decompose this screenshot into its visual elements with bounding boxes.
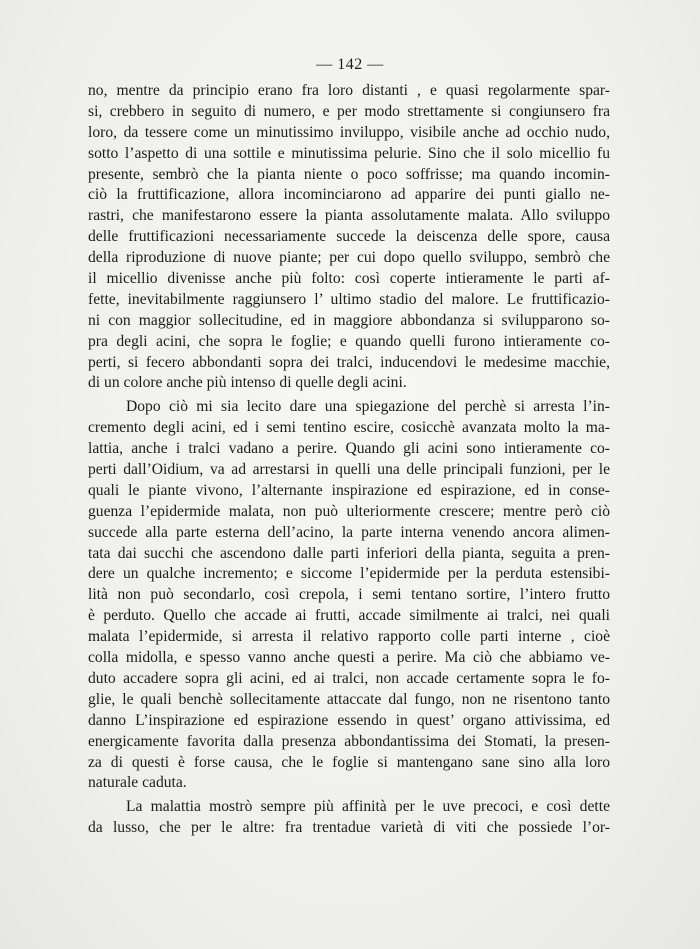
text-line: glie, le quali benchè sollecitamente attaccate dal fungo, non ne risentono tanto [88,690,610,708]
text-line: no, mentre da principio erano fra loro distanti , e quasi regolarmente spar- [88,82,610,99]
text-line: quali le piante vivono, l’alternante inspirazione ed espirazione, ed in conse- [88,481,610,499]
text-line: della riproduzione di nuove piante; per cui dopo quello sviluppo, sembrò che [88,249,610,267]
text-line: danno L’inspirazione ed espirazione essendo in quest’ organo attivissima, ed [88,711,610,729]
text-line: ciò la fruttificazione, allora incominciarono ad apparire dei punti giallo ne- [88,186,610,204]
text-line: lità non può secondarlo, così crepola, i semi tentano sortire, l’intero frutto [88,586,610,604]
text-line: lattia, anche i tralci vadano a perire. Quando gli acini sono intieramente co- [88,440,610,458]
page-number: — 142 — [316,56,384,73]
text-line: perti dall’Oidium, va ad arrestarsi in quelli una delle principali funzioni, per le [88,461,610,479]
text-line: è perduto. Quello che accade ai frutti, accade similmente ai tralci, nei quali [88,607,610,625]
text-line: dere un qualche incremento; e siccome l’epidermide per la perduta estensibi- [88,565,610,583]
text-line: Dopo ciò mi sia lecito dare una spiegazione del perchè si arresta l’in- [126,398,610,416]
text-line: sotto l’aspetto di una sottile e minutissima pelurie. Sino che il solo micellio fu [88,144,610,162]
text-line: fette, inevitabilmente raggiunsero l’ ultimo stadio del malore. Le fruttificazio- [88,290,610,308]
text-line: loro, da tessere come un minutissimo inviluppo, visibile anche ad occhio nudo, [88,123,610,141]
text-line: di un colore anche più intenso di quelle degli acini. [88,374,407,392]
text-line: La malattia mostrò sempre più affinità per le uve precoci, e così dette [126,798,610,816]
paragraph [88,81,610,394]
text-line: rastri, che manifestarono essere la pianta assolutamente malata. Allo sviluppo [88,207,610,225]
text-line: colla midolla, e spesso vanno anche questi a perire. Ma ciò che abbiamo ve- [88,649,610,667]
text-line: da lusso, che per le altre: fra trentadue varietà di viti che possiede l’or- [88,819,610,837]
text-line: delle fruttificazioni necessariamente succede la deiscenza delle spore, causa [88,228,610,246]
text-line: guenza l’epidermide malata, non può ulteriormente crescere; mentre però ciò [88,502,610,520]
paragraph [88,797,610,839]
text-line: cremento degli acini, ed i semi tentino escire, cosicchè avanzata molto la ma- [88,419,610,437]
text-line: naturale caduta. [88,774,187,792]
text-line: energicamente favorita dalla presenza abbondantissima dei Stomati, la presen- [88,732,610,750]
body-text [88,81,610,839]
paragraph [88,397,610,794]
text-line: succede alla parte esterna dell’acino, la parte interna venendo ancora alimen- [88,523,610,541]
text-line: tata dai succhi che ascendono dalle parti inferiori della pianta, seguita a pren- [88,544,610,562]
text-line: presente, sembrò che la pianta niente o poco soffrisse; ma quando incomin- [88,165,610,183]
text-line: duto accadere sopra gli acini, ed ai tralci, non accade certamente sopra le fo- [88,669,610,687]
text-line: il micellio divenisse anche più folto: così coperte intieramente le parti af- [88,270,610,288]
text-line: pra degli acini, che sopra le foglie; e quando quelli furono intieramente co- [88,332,610,350]
text-line: za di questi è forse causa, che le foglie si mantengano sane sino alla loro [88,753,610,771]
text-line: ni con maggior sollecitudine, ed in maggiore abbondanza si svilupparono so- [88,311,610,329]
text-line: perti, si fecero abbondanti sopra dei tralci, inducendovi le medesime macchie, [88,353,610,371]
text-line: malata l’epidermide, si arresta il relativo rapporto colle parti interne , cioè [88,628,610,646]
text-line: si, crebbero in seguito di numero, e per modo strettamente si congiunsero fra [88,102,610,120]
